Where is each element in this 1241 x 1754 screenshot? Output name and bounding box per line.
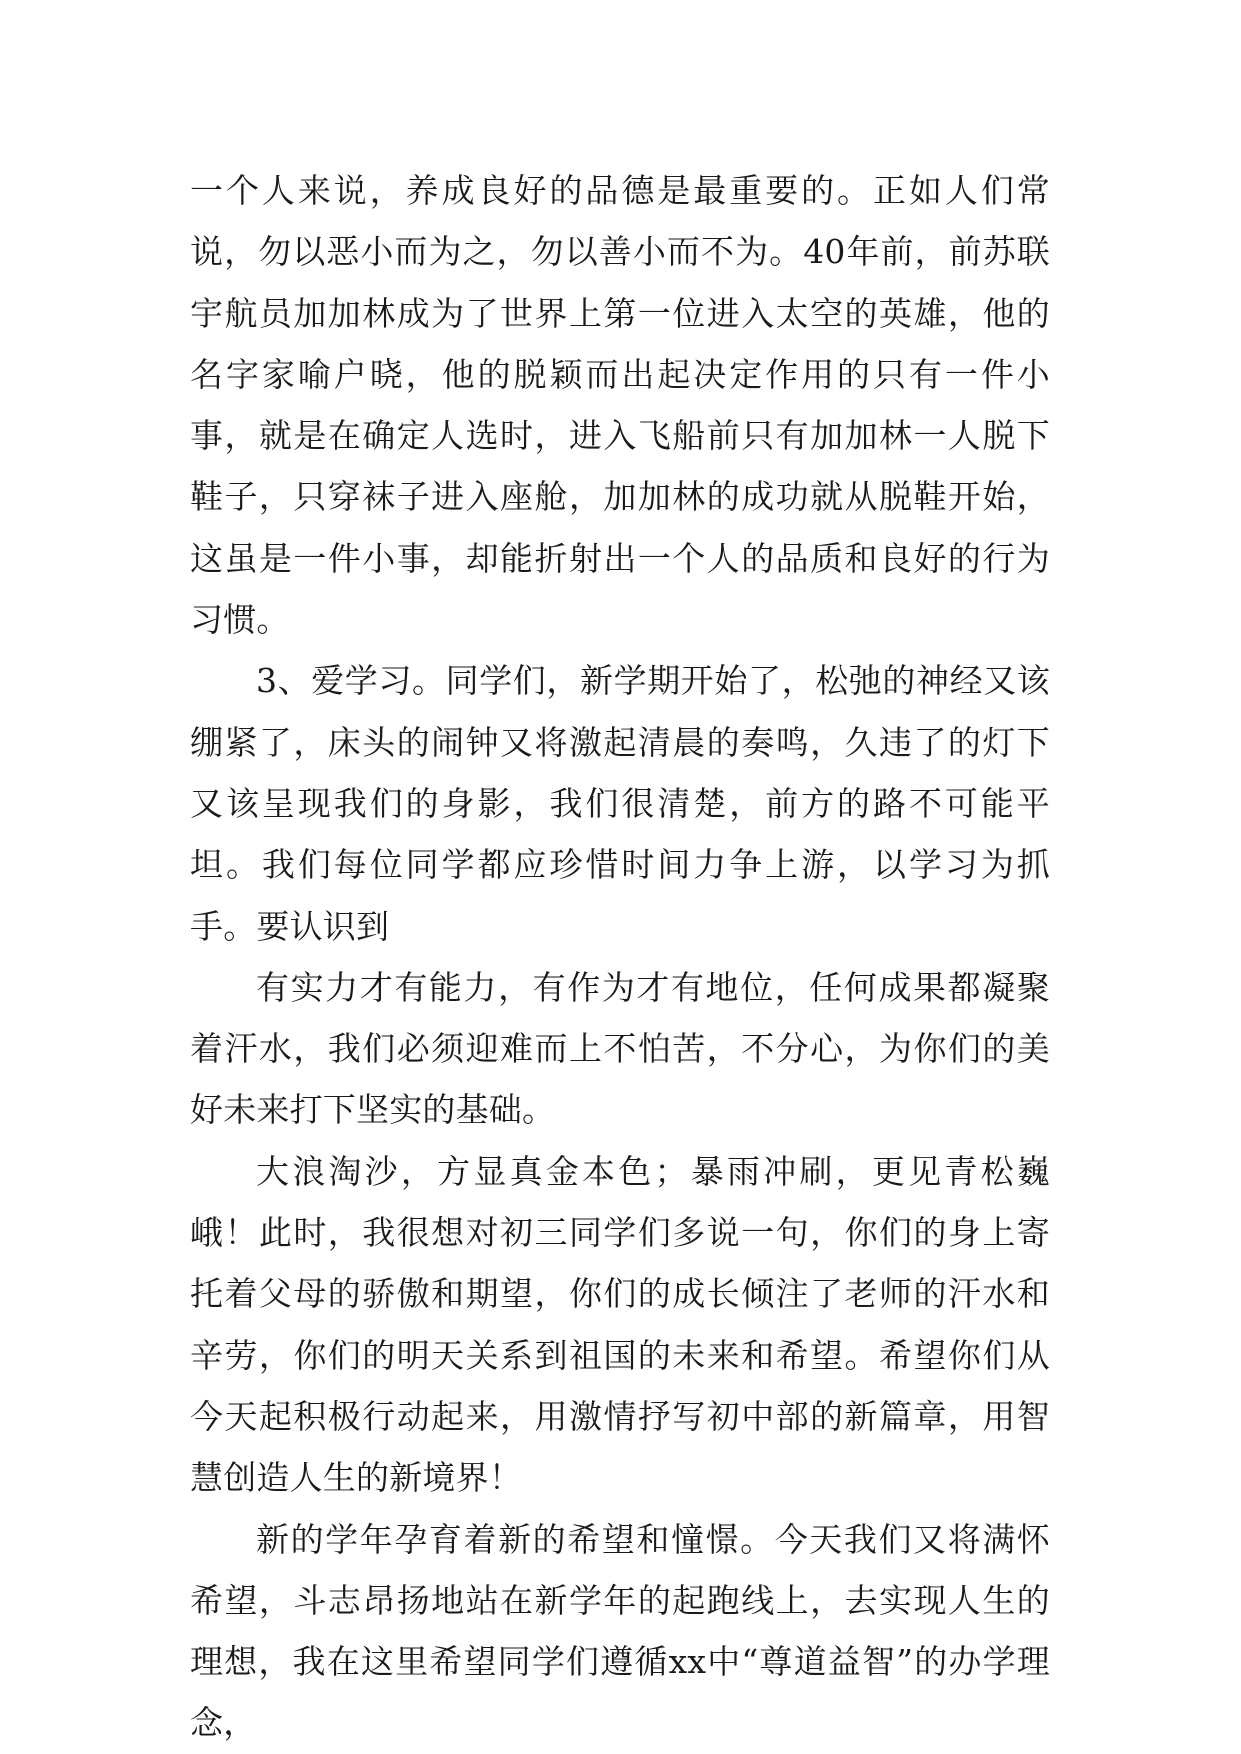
paragraph-love-learning: 3、爱学习。同学们，新学期开始了，松弛的神经又该绷紧了，床头的闹钟又将激起清晨的奏鸣，久违了的灯下又该呈现我们的身影，我们很清楚，前方的路不可能平坦。我们每位同学都应珍惜时间力争上游，以学习为抓手。要认识到	[190, 661, 1050, 946]
paragraph-gagarin-story: 一个人来说，养成良好的品德是最重要的。正如人们常说，勿以恶小而为之，勿以善小而不为。40年前，前苏联宇航员加加林成为了世界上第一位进入太空的英雄，他的名字家喻户晓，他的脱颖而出起决定作用的只有一件小事，就是在确定人选时，进入飞船前只有加加林一人脱下鞋子，只穿袜子进入座舱，加加林的成功就从脱鞋开始，这虽是一件小事，却能折射出一个人的品质和良好的行为习惯。	[190, 171, 1050, 640]
paragraph-new-school-year: 新的学年孕育着新的希望和憧憬。今天我们又将满怀希望，斗志昂扬地站在新学年的起跑线上，去实现人生的理想，我在这里希望同学们遵循xx中“尊道益智”的办学理念，	[190, 1519, 1050, 1743]
paragraph-grade-three-message: 大浪淘沙，方显真金本色；暴雨冲刷，更见青松巍峨！此时，我很想对初三同学们多说一句，你们的身上寄托着父母的骄傲和期望，你们的成长倾注了老师的汗水和辛劳，你们的明天关系到祖国的未来和希望。希望你们从今天起积极行动起来，用激情抒写初中部的新篇章，用智慧创造人生的新境界！	[190, 1151, 1050, 1498]
paragraph-strength-and-ability: 有实力才有能力，有作为才有地位，任何成果都凝聚着汗水，我们必须迎难而上不怕苦，不分心，为你们的美好未来打下坚实的基础。	[190, 967, 1050, 1130]
document-body	[190, 160, 1050, 1754]
